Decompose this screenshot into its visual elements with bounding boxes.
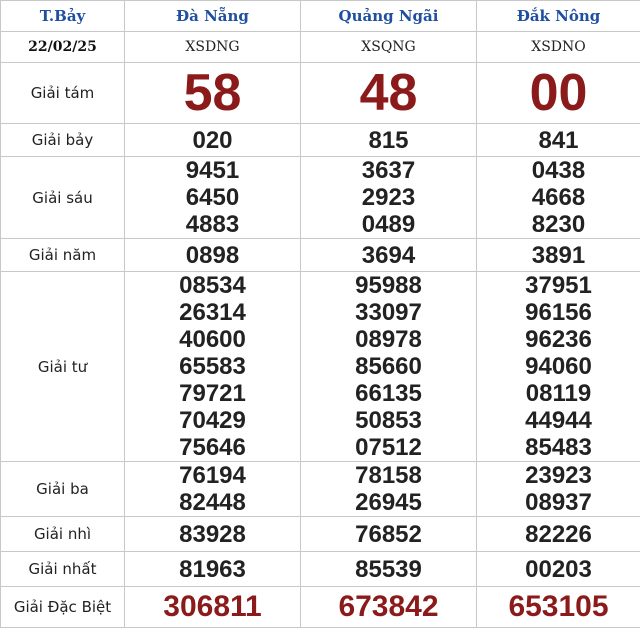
province-code-quang-ngai: XSQNG <box>301 32 477 63</box>
prize-number: 78158 <box>355 462 422 489</box>
prize-number: 3637 <box>361 157 416 184</box>
prize-number: 23923 <box>525 462 592 489</box>
prize-number: 00 <box>477 63 640 124</box>
prize-number: 76852 <box>301 517 477 552</box>
prize-number: 96156 <box>525 299 592 326</box>
prize-number: 8230 <box>531 211 586 238</box>
prize-number: 48 <box>301 63 477 124</box>
header-row <box>1 1 640 32</box>
day-header[interactable]: T.Bảy <box>1 1 125 32</box>
prize-cell <box>301 157 477 239</box>
prize-row-g5 <box>1 239 640 272</box>
prize-number: 66135 <box>355 380 422 407</box>
prize-number: 82226 <box>477 517 640 552</box>
prize-number: 08534 <box>179 272 246 299</box>
prize-cell <box>477 462 640 517</box>
prize-number: 40600 <box>179 326 246 353</box>
prize-label: Giải nhì <box>1 517 125 552</box>
prize-row-g2 <box>1 517 640 552</box>
prize-row-g3 <box>1 462 640 517</box>
prize-number: 83928 <box>125 517 301 552</box>
prize-number: 94060 <box>525 353 592 380</box>
prize-number: 6450 <box>185 184 240 211</box>
prize-number: 95988 <box>355 272 422 299</box>
prize-number: 58 <box>125 63 301 124</box>
prize-number: 0898 <box>125 239 301 272</box>
prize-row-special <box>1 587 640 628</box>
prize-number: 4668 <box>531 184 586 211</box>
prize-number: 37951 <box>525 272 592 299</box>
prize-number: 70429 <box>179 407 246 434</box>
prize-row-g8 <box>1 63 640 124</box>
prize-label: Giải ba <box>1 462 125 517</box>
prize-number: 96236 <box>525 326 592 353</box>
prize-number: 0489 <box>361 211 416 238</box>
prize-number: 08937 <box>525 489 592 516</box>
prize-number: 08978 <box>355 326 422 353</box>
prize-number: 79721 <box>179 380 246 407</box>
special-prize-number: 673842 <box>301 587 477 628</box>
prize-number: 44944 <box>525 407 592 434</box>
province-code-dak-nong: XSDNO <box>477 32 640 63</box>
prize-number: 07512 <box>355 434 422 461</box>
prize-number: 26314 <box>179 299 246 326</box>
prize-label: Giải Đặc Biệt <box>1 587 125 628</box>
prize-number: 815 <box>301 124 477 157</box>
prize-number: 85483 <box>525 434 592 461</box>
prize-label: Giải bảy <box>1 124 125 157</box>
prize-number: 0438 <box>531 157 586 184</box>
special-prize-number: 653105 <box>477 587 640 628</box>
prize-row-g6 <box>1 157 640 239</box>
prize-number: 82448 <box>179 489 246 516</box>
draw-date: 22/02/25 <box>1 32 125 63</box>
province-header-da-nang[interactable]: Đà Nẵng <box>125 1 301 32</box>
prize-number: 85660 <box>355 353 422 380</box>
prize-label: Giải sáu <box>1 157 125 239</box>
prize-number: 3891 <box>477 239 640 272</box>
prize-number: 85539 <box>301 552 477 587</box>
prize-label: Giải tư <box>1 272 125 462</box>
prize-number: 4883 <box>185 211 240 238</box>
prize-cell <box>477 272 640 462</box>
code-row <box>1 32 640 63</box>
province-code-da-nang: XSDNG <box>125 32 301 63</box>
prize-number: 26945 <box>355 489 422 516</box>
prize-number: 841 <box>477 124 640 157</box>
prize-cell <box>301 462 477 517</box>
prize-cell <box>301 272 477 462</box>
prize-number: 020 <box>125 124 301 157</box>
prize-number: 08119 <box>525 380 592 407</box>
prize-label: Giải nhất <box>1 552 125 587</box>
prize-row-g7 <box>1 124 640 157</box>
prize-row-g4 <box>1 272 640 462</box>
prize-number: 33097 <box>355 299 422 326</box>
prize-label: Giải tám <box>1 63 125 124</box>
prize-number: 9451 <box>185 157 240 184</box>
prize-label: Giải năm <box>1 239 125 272</box>
prize-cell <box>477 157 640 239</box>
prize-number: 81963 <box>125 552 301 587</box>
province-header-dak-nong[interactable]: Đắk Nông <box>477 1 640 32</box>
prize-number: 65583 <box>179 353 246 380</box>
prize-number: 00203 <box>477 552 640 587</box>
province-header-quang-ngai[interactable]: Quảng Ngãi <box>301 1 477 32</box>
prize-number: 2923 <box>361 184 416 211</box>
prize-cell <box>125 462 301 517</box>
prize-row-g1 <box>1 552 640 587</box>
prize-number: 76194 <box>179 462 246 489</box>
prize-cell <box>125 157 301 239</box>
prize-number: 3694 <box>301 239 477 272</box>
prize-number: 75646 <box>179 434 246 461</box>
special-prize-number: 306811 <box>125 587 301 628</box>
prize-cell <box>125 272 301 462</box>
prize-number: 50853 <box>355 407 422 434</box>
